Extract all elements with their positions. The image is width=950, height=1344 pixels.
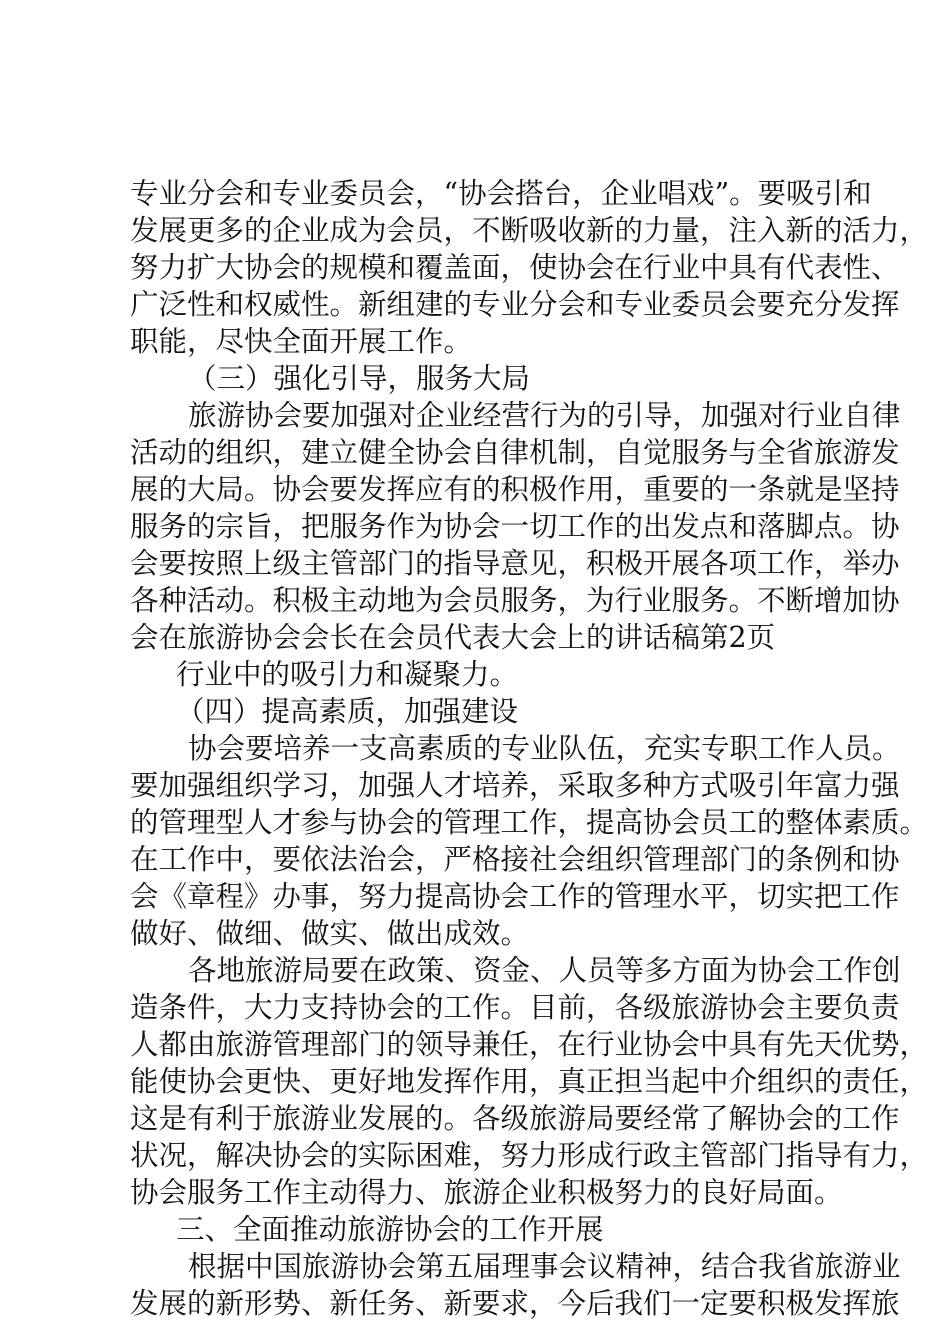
text-line: 会《章程》办事，努力提高协会工作的管理水平，切实把工作 [130, 880, 900, 913]
text-line: 发展更多的企业成为会员，不断吸收新的力量，注入新的活力， [130, 214, 929, 247]
text-line: 状况，解决协会的实际困难，努力形成行政主管部门指导有力， [130, 1139, 929, 1172]
text-line: 活动的组织，建立健全协会自律机制，自觉服务与全省旅游发 [130, 436, 900, 469]
text-line: 服务的宗旨，把服务作为协会一切工作的出发点和落脚点。协 [130, 510, 900, 543]
text-line: 要加强组织学习，加强人才培养，采取多种方式吸引年富力强 [130, 769, 900, 802]
text-line: 职能，尽快全面开展工作。 [130, 325, 473, 358]
text-line: 在工作中，要依法治会，严格接社会组织管理部门的条例和协 [130, 843, 900, 876]
text-line: 发展的新形势、新任务、新要求，今后我们一定要积极发挥旅 [130, 1287, 900, 1320]
text-line: 能使协会更快、更好地发挥作用，真正担当起中介组织的责任， [130, 1065, 929, 1098]
text-line: 这是有利于旅游业发展的。各级旅游局要经常了解协会的工作 [130, 1102, 900, 1135]
text-line: 各地旅游局要在政策、资金、人员等多方面为协会工作创 [188, 954, 901, 987]
text-line: 的管理型人才参与协会的管理工作，提高协会员工的整体素质。 [130, 806, 929, 839]
text-line: 广泛性和权威性。新组建的专业分会和专业委员会要充分发挥 [130, 288, 900, 321]
text-line: 造条件，大力支持协会的工作。目前，各级旅游协会主要负责 [130, 991, 900, 1024]
section-heading: 三、全面推动旅游协会的工作开展 [176, 1213, 604, 1246]
text-line: 专业分会和专业委员会，“协会搭台，企业唱戏”。要吸引和 [130, 177, 872, 210]
section-heading: （四）提高素质，加强建设 [176, 695, 519, 728]
text-line: 做好、做细、做实、做出成效。 [130, 917, 530, 950]
text-line: 协会要培养一支高素质的专业队伍，充实专职工作人员。 [188, 732, 901, 765]
text-line: 会要按照上级主管部门的指导意见，积极开展各项工作，举办 [130, 547, 900, 580]
text-line: 各种活动。积极主动地为会员服务，为行业服务。不断增加协 [130, 584, 900, 617]
text-line: 旅游协会要加强对企业经营行为的引导，加强对行业自律 [188, 399, 901, 432]
text-line: 会在旅游协会会长在会员代表大会上的讲话稿第2页 [130, 621, 776, 654]
text-line: 行业中的吸引力和凝聚力。 [176, 658, 519, 691]
text-line: 努力扩大协会的规模和覆盖面，使协会在行业中具有代表性、 [130, 251, 900, 284]
text-line: 根据中国旅游协会第五届理事会议精神，结合我省旅游业 [188, 1250, 901, 1283]
section-heading: （三）强化引导，服务大局 [188, 362, 531, 395]
text-line: 展的大局。协会要发挥应有的积极作用，重要的一条就是坚持 [130, 473, 900, 506]
text-line: 人都由旅游管理部门的领导兼任，在行业协会中具有先天优势， [130, 1028, 929, 1061]
text-line: 协会服务工作主动得力、旅游企业积极努力的良好局面。 [130, 1176, 843, 1209]
